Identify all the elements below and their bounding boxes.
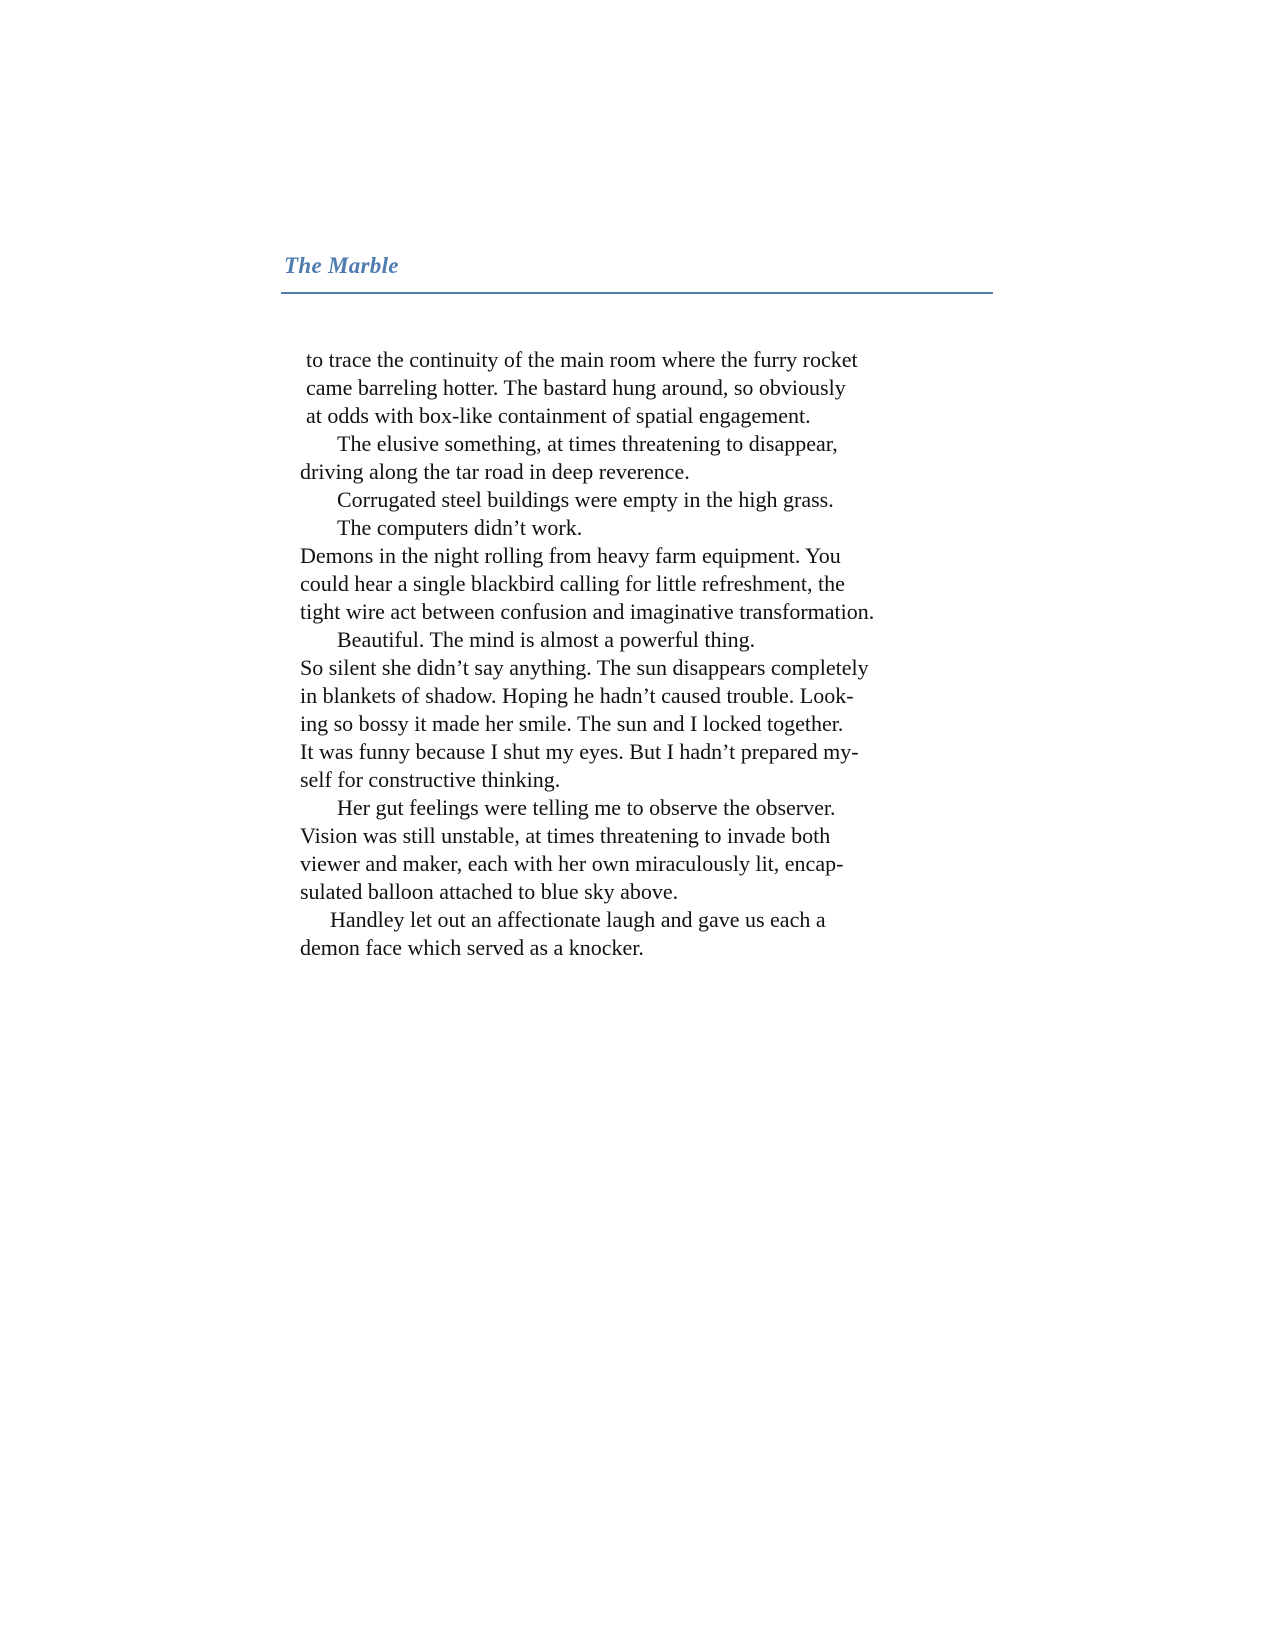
text-line: Her gut feelings were telling me to observe the observer. <box>337 795 836 820</box>
text-line: Handley let out an affectionate laugh and gave us each a <box>330 907 826 932</box>
text-line: ing so bossy it made her smile. The sun and I locked together. <box>300 711 844 736</box>
text-line: could hear a single blackbird calling for little refreshment, the <box>300 571 845 596</box>
header-divider <box>281 292 993 294</box>
text-line: demon face which served as a knocker. <box>300 935 644 960</box>
text-line: Corrugated steel buildings were empty in the high grass. <box>337 487 834 512</box>
text-line: to trace the continuity of the main room where the furry rocket <box>306 347 858 372</box>
text-line: in blankets of shadow. Hoping he hadn’t caused trouble. Look- <box>300 683 854 708</box>
text-line: The elusive something, at times threatening to disappear, <box>337 431 838 456</box>
text-line: Demons in the night rolling from heavy farm equipment. You <box>300 543 841 568</box>
text-line: driving along the tar road in deep reverence. <box>300 459 690 484</box>
text-line: Beautiful. The mind is almost a powerful thing. <box>337 627 756 652</box>
text-line: It was funny because I shut my eyes. But I hadn’t prepared my- <box>300 739 859 764</box>
text-line: Vision was still unstable, at times threatening to invade both <box>300 823 831 848</box>
text-line: at odds with box-like containment of spatial engagement. <box>306 403 811 428</box>
text-line: The computers didn’t work. <box>337 515 583 540</box>
text-line: viewer and maker, each with her own miraculously lit, encap- <box>300 851 844 876</box>
text-line: self for constructive thinking. <box>300 767 561 792</box>
text-line: So silent she didn’t say anything. The sun disappears completely <box>300 655 869 680</box>
text-line: tight wire act between confusion and imaginative transformation. <box>300 599 875 624</box>
text-line: came barreling hotter. The bastard hung around, so obviously <box>306 375 846 400</box>
text-line: sulated balloon attached to blue sky above. <box>300 879 679 904</box>
header-title: The Marble <box>284 253 399 278</box>
